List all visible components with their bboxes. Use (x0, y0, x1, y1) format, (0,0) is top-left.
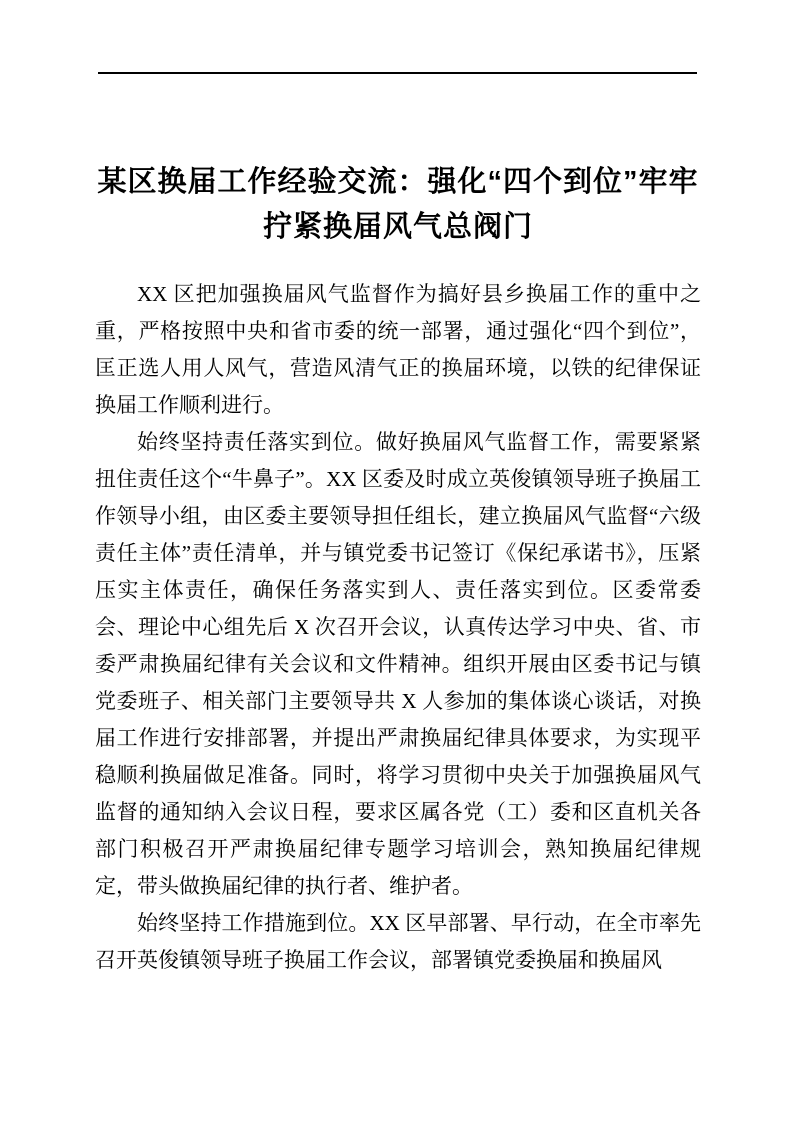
paragraph-intro: XX 区把加强换届风气监督作为搞好县乡换届工作的重中之重，严格按照中央和省市委的统一部署，通过强化“四个到位”，匡正选人用人风气，营造风清气正的换届环境，以铁的纪律保证换届工作顺利进行。 (95, 282, 701, 418)
document-title (95, 160, 701, 250)
paragraph-responsibility: 始终坚持责任落实到位。做好换届风气监督工作，需要紧紧扭住责任这个“牛鼻子”。XX 区委及时成立英俊镇领导班子换届工作领导小组，由区委主要领导担任组长，建立换届风气监督“六级责任主体”责任清单，并与镇党委书记签订《保纪承诺书》，压紧压实主体责任，确保任务落实到人、责任落实到位。区委常委会、理论中心组先后 X 次召开会议，认真传达学习中央、省、市委严肃换届纪律有关会议和文件精神。组织开展由区委书记与镇党委班子、相关部门主要领导共 X 人参加的集体谈心谈话，对换届工作进行安排部署，并提出严肃换届纪律具体要求，为实现平稳顺利换届做足准备。同时，将学习贯彻中央关于加强换届风气监督的通知纳入会议日程，要求区属各党（工）委和区直机关各部门积极召开严肃换届纪律专题学习培训会，熟知换届纪律规定，带头做换届纪律的执行者、维护者。 (95, 430, 701, 899)
paragraph-measures: 始终坚持工作措施到位。XX 区早部署、早行动，在全市率先召开英俊镇领导班子换届工作会议，部署镇党委换届和换届风 (95, 911, 701, 973)
header-rule (98, 72, 697, 74)
document-body (95, 276, 701, 979)
document-title-line-1: 某区换届工作经验交流：强化“四个到位”牢牢 (97, 166, 699, 199)
document-content (95, 141, 701, 979)
document-title-line-2: 拧紧换届风气总阀门 (262, 211, 533, 244)
